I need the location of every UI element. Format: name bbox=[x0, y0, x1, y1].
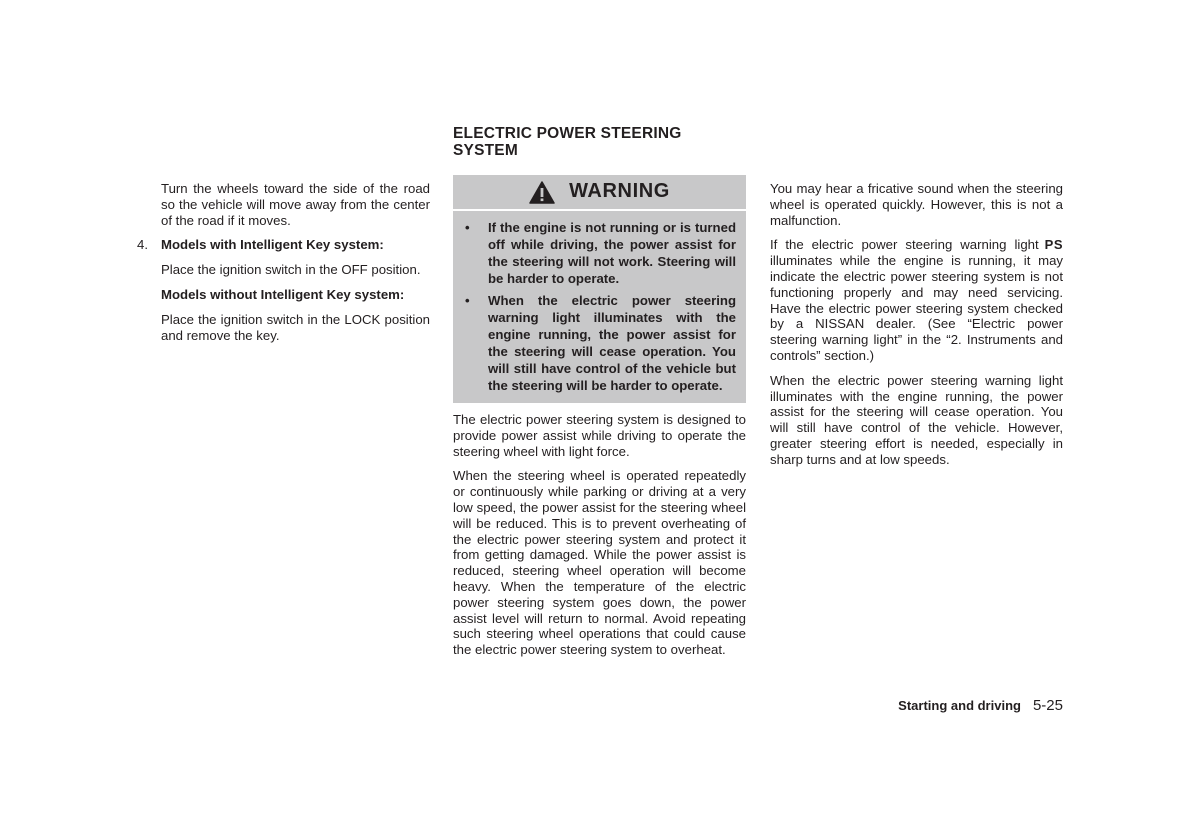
intro-paragraph: Turn the wheels toward the side of the road so the vehicle will move away from the center of the road if it moves. bbox=[161, 181, 430, 228]
item-number: 4. bbox=[137, 237, 148, 253]
section-title-line1: ELECTRIC POWER STEERING bbox=[453, 125, 682, 142]
warning-light-line bbox=[770, 237, 1063, 252]
warning-title: WARNING bbox=[569, 180, 670, 203]
sub-text: Place the ignition switch in the LOCK position and remove the key. bbox=[161, 311, 430, 343]
warning-light-text-rest: illuminates while the engine is running, it may indicate the electric power steering system is not functioning properly and may need servicing. Have the electric power steering system checked by a NISSAN dealer. (See “Electric power steering warning light” in the “2. Instruments and controls” section.) bbox=[770, 253, 1063, 363]
warning-item-text: If the engine is not running or is turned off while driving, the power assist for the steering will not work. Steering will be harder to operate. bbox=[488, 220, 736, 286]
warning-item bbox=[463, 292, 736, 394]
warning-triangle-icon bbox=[529, 181, 555, 204]
fricative-paragraph: You may hear a fricative sound when the steering wheel is operated quickly. However, this is not a malfunction. bbox=[770, 181, 1063, 228]
item-text: Place the ignition switch in the OFF position. bbox=[161, 262, 421, 278]
warning-light-paragraph bbox=[770, 237, 1063, 363]
page-number: 5-25 bbox=[1032, 697, 1063, 714]
eps-paragraph-2: When the steering wheel is operated repeatedly or continuously while parking or driving at a very low speed, the power assist for the steering wheel will be reduced. This is to prevent overheating of the electric power steering system and protect it from getting damaged. While the power assist is reduced, steering wheel operation will become heavy. When the temperature of the electric power steering system goes down, the power assist level will return to normal. Avoid repeating such steering wheel operations that could cause the electric power steering system to overheat. bbox=[453, 468, 746, 658]
list-item-4 bbox=[137, 237, 430, 253]
warning-item-text: When the electric power steering warning light illuminates with the engine running, the power assist for the steering will cease operation. You will still have control of the vehicle but the steering will be harder to operate. bbox=[488, 293, 736, 393]
warning-list bbox=[453, 211, 746, 403]
eps-paragraph-1: The electric power steering system is designed to provide power assist while driving to operate the steering wheel with light force. bbox=[453, 412, 746, 459]
warning-header bbox=[453, 175, 746, 211]
warning-box bbox=[453, 175, 746, 403]
page-footer bbox=[898, 697, 1063, 714]
subheading: Models without Intelligent Key system: bbox=[161, 286, 405, 302]
footer-section-name: Starting and driving bbox=[898, 698, 1021, 713]
ps-warning-light-icon: PS bbox=[1044, 237, 1063, 253]
bullet-icon: • bbox=[465, 293, 470, 308]
item-heading: Models with Intelligent Key system: bbox=[161, 237, 384, 253]
cease-operation-paragraph: When the electric power steering warning light illuminates with the engine running, the power assist for the steering will cease operation. You will still have control of the vehicle. However, greater steering effort is needed, especially in sharp turns and at low speeds. bbox=[770, 372, 1063, 467]
right-column bbox=[770, 181, 1063, 468]
warning-light-text-start: If the electric power steering warning light bbox=[770, 237, 1039, 253]
left-column bbox=[137, 181, 430, 343]
middle-column bbox=[453, 125, 746, 658]
bullet-icon: • bbox=[465, 220, 470, 235]
warning-item bbox=[463, 219, 736, 287]
section-title-line2: SYSTEM bbox=[453, 142, 518, 159]
section-title bbox=[453, 125, 746, 159]
